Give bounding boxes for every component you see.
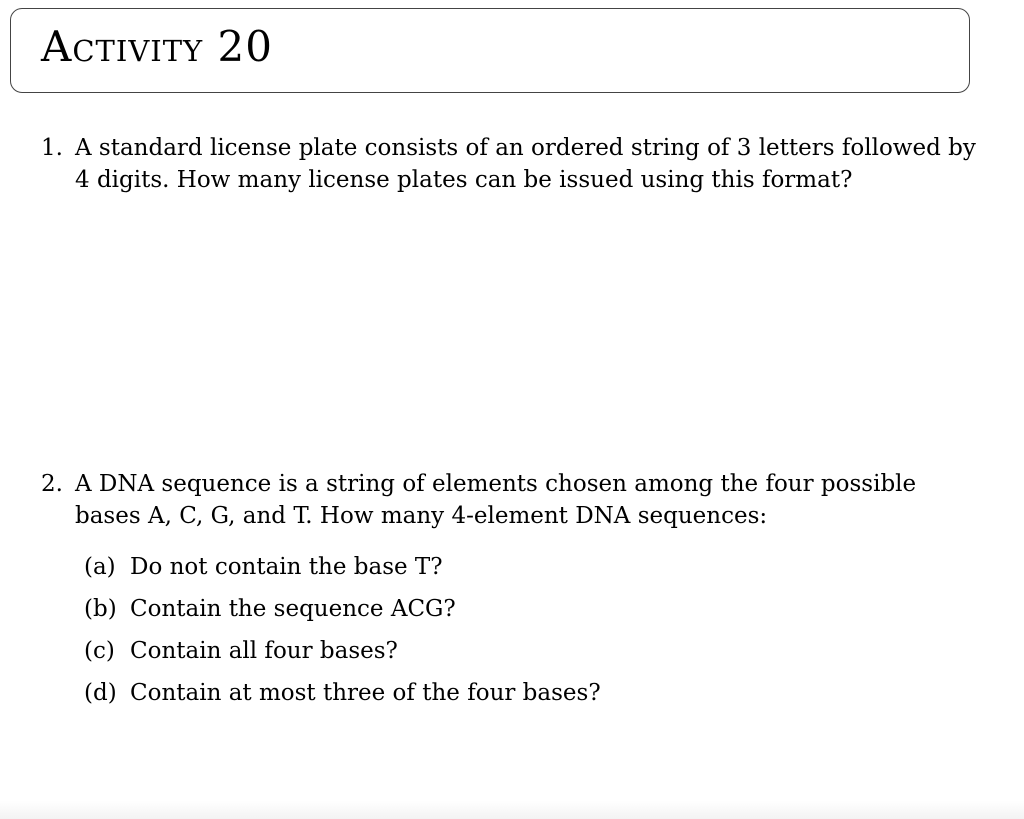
subquestion-a [84,551,443,583]
subquestion-b [84,593,456,625]
subquestion-c [84,635,398,667]
subquestion-d [84,677,601,709]
subquestion-text: Do not contain the base T? [130,554,443,580]
subquestion-label: (d) [84,680,117,706]
page-bottom-edge [0,801,1024,819]
title-box [10,8,970,93]
problem-2 [41,468,981,532]
subquestion-label: (c) [84,638,115,664]
problem-number: 2. [41,471,63,497]
subquestion-text: Contain at most three of the four bases? [130,680,601,706]
problem-number: 1. [41,135,63,161]
subquestion-text: Contain the sequence ACG? [130,596,456,622]
subquestion-label: (a) [84,554,116,580]
subquestion-text: Contain all four bases? [130,638,398,664]
page-title: Activity 20 [41,22,273,71]
problem-text: A standard license plate consists of an ordered string of 3 letters followed by 4 digits. How many license plates can be issued using this format? [75,135,976,193]
problem-text: A DNA sequence is a string of elements chosen among the four possible bases A, C, G, and T. How many 4-element DNA sequences: [75,471,917,529]
problem-1 [41,132,981,196]
subquestion-label: (b) [84,596,117,622]
